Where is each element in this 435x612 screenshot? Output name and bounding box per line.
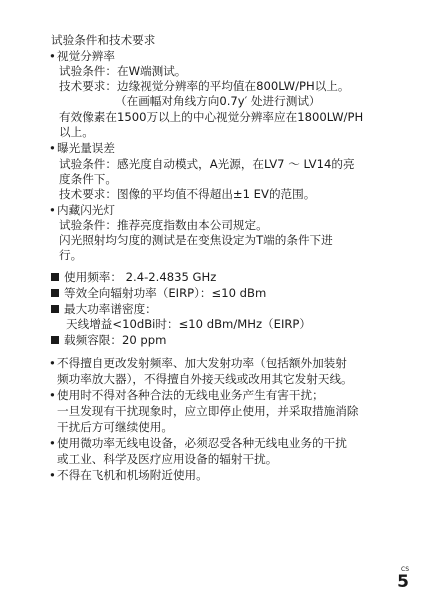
rule-item: • 使用时不得对各种合法的无线电业务产生有害干扰；	[57, 388, 324, 403]
heading-built-in-flash: • 内藏闪光灯	[57, 203, 115, 218]
text-line: 一旦发现有干扰现象时，应立即停止使用，并采取措施消除	[57, 404, 359, 418]
radio-spec-eirp: 等效全向辐射功率（EIRP）：≤10 dBm	[51, 286, 266, 301]
text-line: 以上。	[59, 125, 94, 139]
text-line: 闪光照射均匀度的测试是在变焦设定为T端的条件下进	[59, 233, 333, 247]
text-line: 试验条件：感光度自动模式，A光源，在LV7 ～ LV14的亮	[59, 157, 355, 171]
text-line: 度条件下。	[59, 172, 117, 186]
square-bullet-icon	[51, 289, 59, 297]
text-line: 技术要求：边缘视觉分辨率的平均值在800LW/PH以上。	[59, 79, 350, 93]
text-line: 试验条件：在W端测试。	[59, 64, 187, 78]
text-line: 干扰后方可继续使用。	[57, 420, 173, 434]
rule-item: • 使用微功率无线电设备，必须忍受各种无线电业务的干扰	[57, 436, 347, 451]
radio-spec-psd: 最大功率谱密度：	[51, 302, 157, 317]
square-bullet-icon	[51, 305, 59, 313]
page-number	[397, 566, 409, 591]
page-number-value: 5	[397, 572, 409, 592]
radio-spec-frequency: 使用频率： 2.4-2.4835 GHz	[51, 270, 216, 285]
section-title: 试验条件和技术要求	[51, 33, 156, 47]
heading-visual-resolution: • 视觉分辨率	[57, 49, 115, 64]
square-bullet-icon	[51, 273, 59, 281]
square-bullet-icon	[51, 336, 59, 344]
text-line: 频功率放大器），不得擅自外接天线或改用其它发射天线。	[57, 372, 353, 386]
text-line: 或工业、科学及医疗应用设备的辐射干扰。	[57, 452, 278, 466]
text-line: 试验条件：推荐亮度指数由本公司规定。	[59, 218, 268, 232]
text-line: 行。	[59, 248, 83, 262]
text-line: （在画幅对角线方向0.7y′ 处进行测试）	[115, 94, 321, 108]
radio-spec-psd-detail: 天线增益<10dBi时：≤10 dBm/MHz（EIRP）	[66, 317, 312, 331]
rule-item: • 不得擅自更改发射频率、加大发射功率（包括额外加装射	[57, 356, 347, 371]
heading-exposure-error: • 曝光量误差	[57, 141, 115, 156]
text-line: 有效像素在1500万以上的中心视觉分辨率应在1800LW/PH	[59, 110, 364, 124]
radio-spec-tolerance: 载频容限：20 ppm	[51, 333, 166, 348]
text-line: 技术要求：图像的平均值不得超出±1 EV的范围。	[59, 187, 316, 201]
rule-item: • 不得在飞机和机场附近使用。	[57, 468, 208, 483]
language-code: CS	[401, 566, 409, 573]
